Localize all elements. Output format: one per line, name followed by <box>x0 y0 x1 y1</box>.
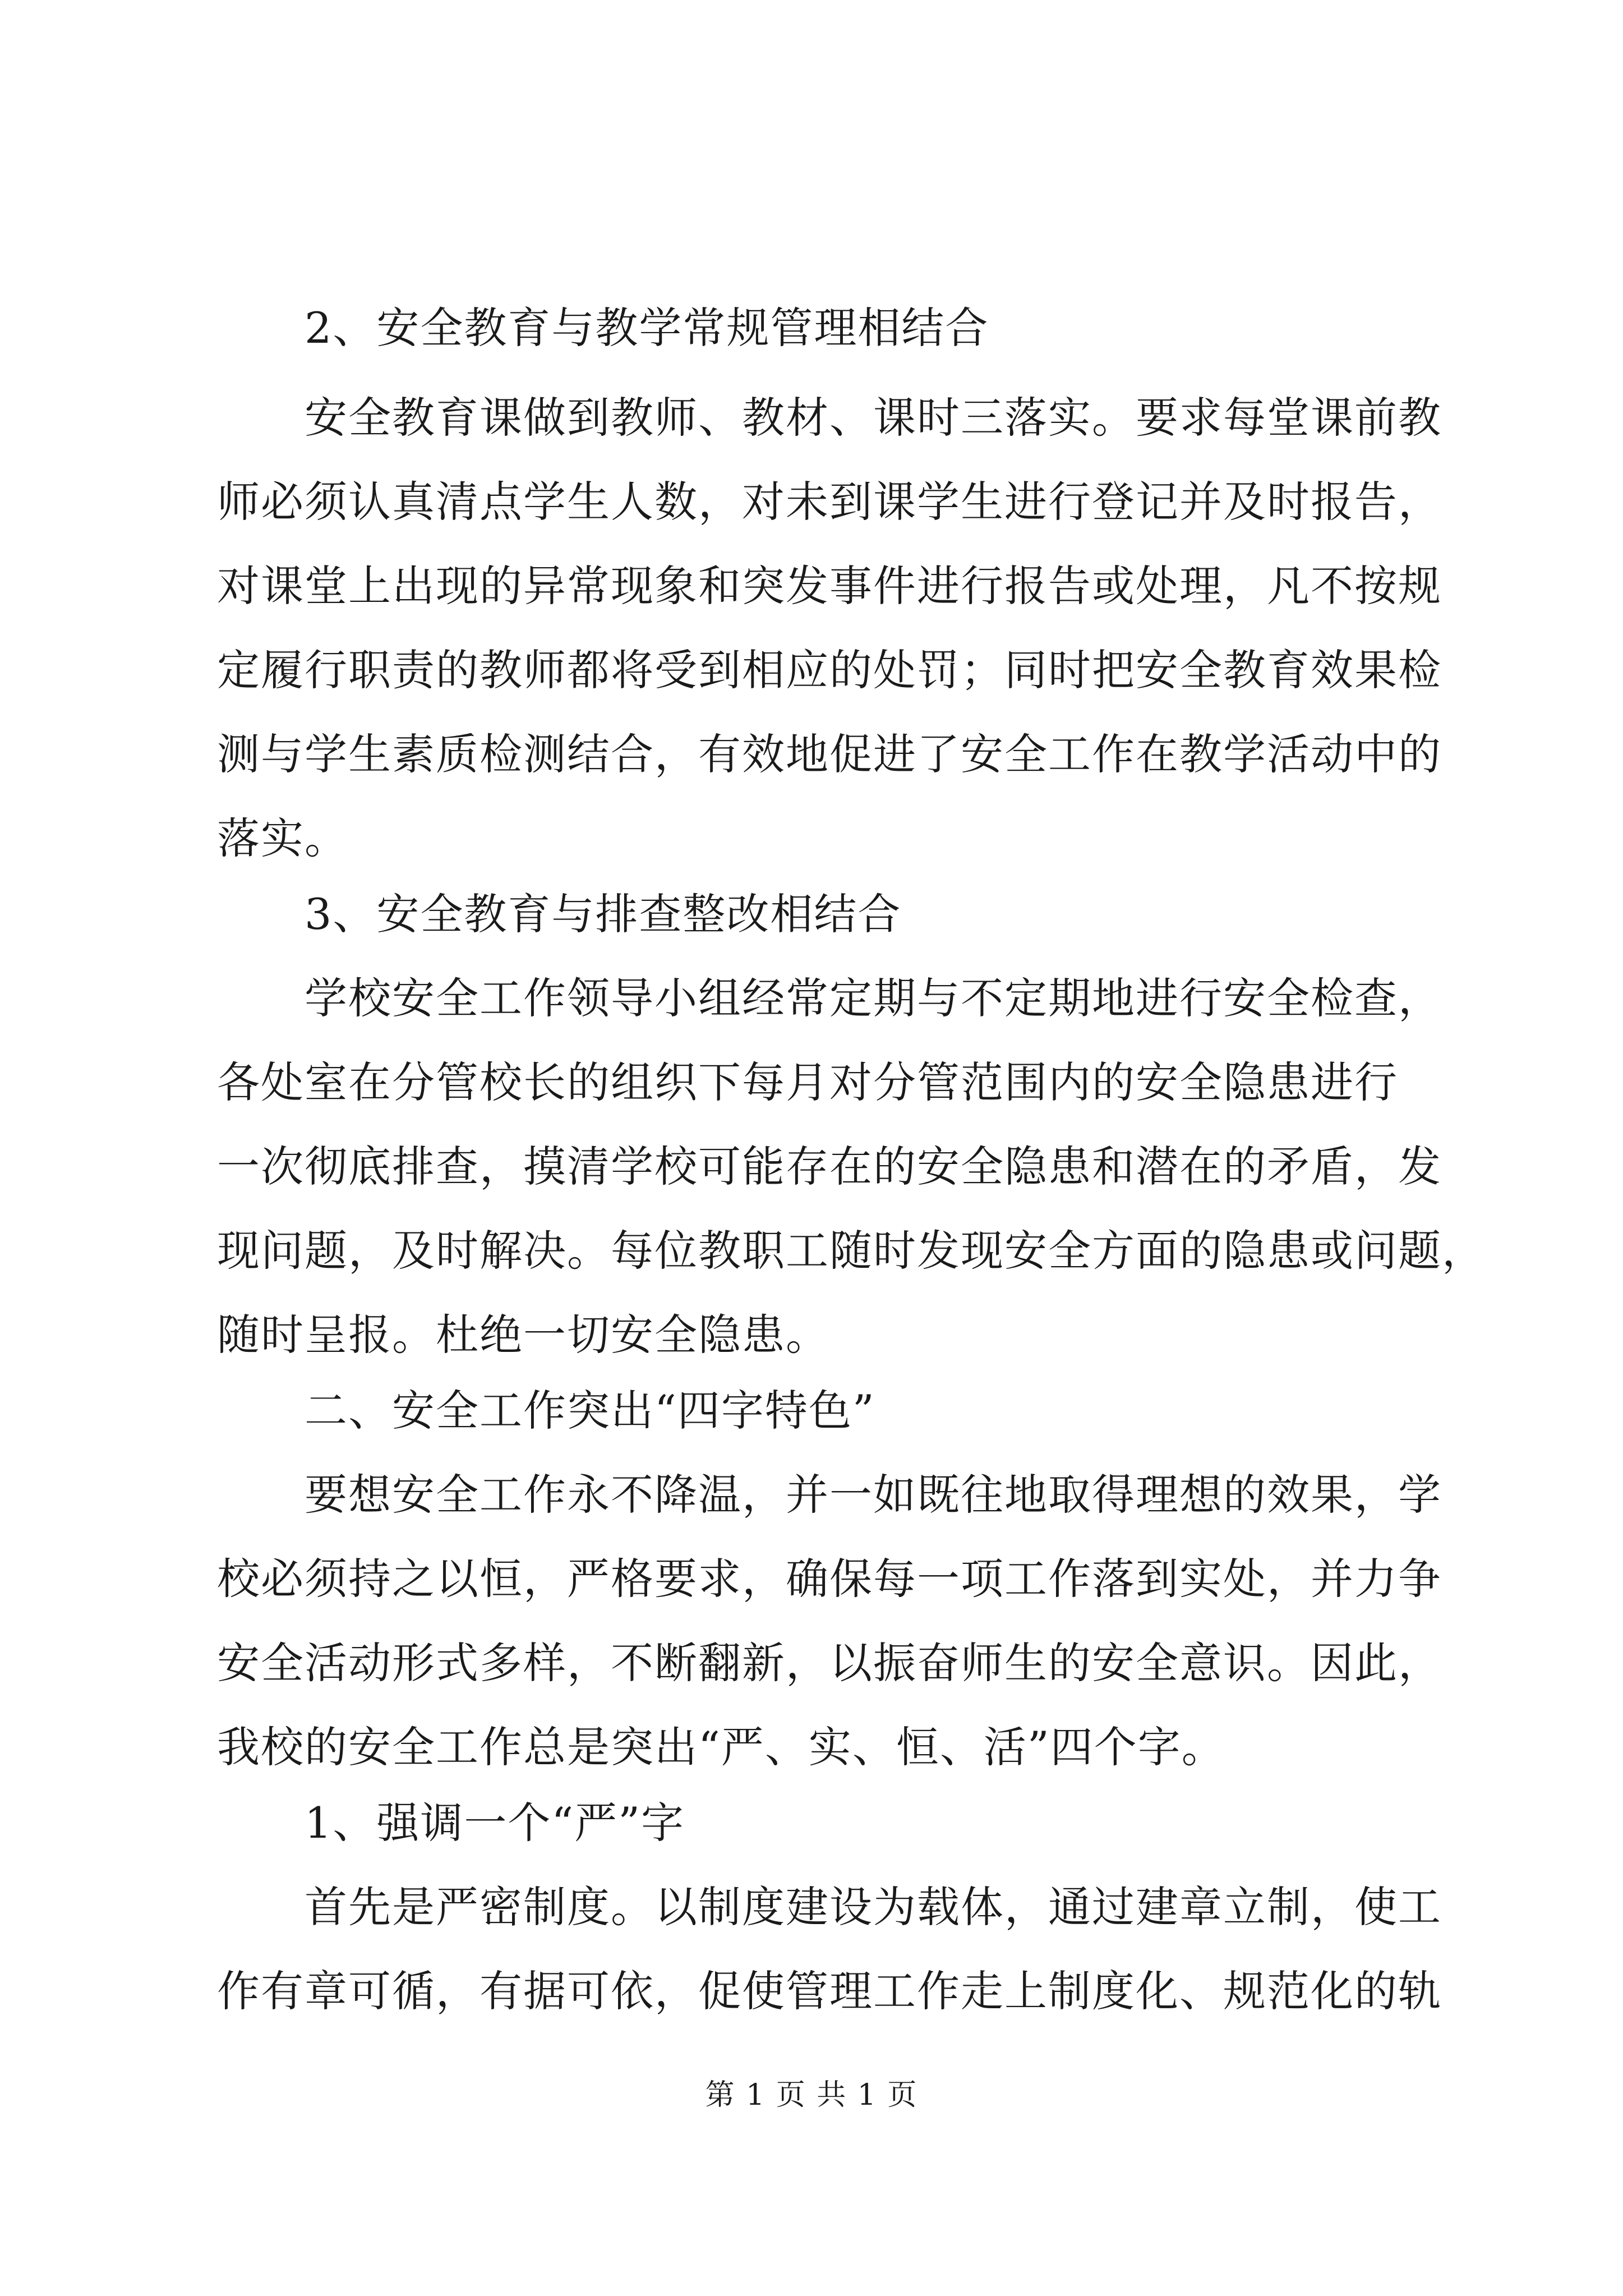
heading-line: 二、安全工作突出“四字特色” <box>305 1386 875 1435</box>
heading-line: 2、安全教育与教学常规管理相结合 <box>305 303 989 353</box>
paragraph-line: 师必须认真清点学生人数，对未到课学生进行登记并及时报告， <box>217 477 1442 527</box>
paragraph-line: 我校的安全工作总是突出“严、实、恒、活”四个字。 <box>217 1722 1225 1772</box>
page-footer: 第 1 页 共 1 页 <box>705 2078 918 2112</box>
paragraph-line: 测与学生素质检测结合，有效地促进了安全工作在教学活动中的 <box>217 729 1442 779</box>
paragraph-line: 校必须持之以恒，严格要求，确保每一项工作落到实处，并力争 <box>217 1554 1442 1604</box>
paragraph-line: 各处室在分管校长的组织下每月对分管范围内的安全隐患进行 <box>217 1057 1398 1107</box>
paragraph-line: 首先是严密制度。以制度建设为载体，通过建章立制，使工 <box>305 1882 1442 1932</box>
paragraph-line: 落实。 <box>217 813 348 863</box>
heading-line: 1、强调一个“严”字 <box>305 1798 685 1848</box>
paragraph-line: 安全活动形式多样，不断翻新，以振奋师生的安全意识。因此， <box>217 1638 1442 1688</box>
paragraph-line: 学校安全工作领导小组经常定期与不定期地进行安全检查， <box>305 973 1442 1023</box>
paragraph-line: 要想安全工作永不降温，并一如既往地取得理想的效果，学 <box>305 1470 1442 1520</box>
paragraph-line: 安全教育课做到教师、教材、课时三落实。要求每堂课前教 <box>305 393 1442 443</box>
paragraph-line: 一次彻底排查，摸清学校可能存在的安全隐患和潜在的矛盾，发 <box>217 1142 1442 1191</box>
heading-line: 3、安全教育与排查整改相结合 <box>305 889 902 939</box>
paragraph-line: 随时呈报。杜绝一切安全隐患。 <box>217 1310 829 1360</box>
paragraph-line: 现问题，及时解决。每位教职工随时发现安全方面的隐患或问题， <box>217 1226 1486 1276</box>
paragraph-line: 作有章可循，有据可依，促使管理工作走上制度化、规范化的轨 <box>217 1966 1442 2016</box>
paragraph-line: 定履行职责的教师都将受到相应的处罚；同时把安全教育效果检 <box>217 645 1442 695</box>
paragraph-line: 对课堂上出现的异常现象和突发事件进行报告或处理，凡不按规 <box>217 561 1442 611</box>
